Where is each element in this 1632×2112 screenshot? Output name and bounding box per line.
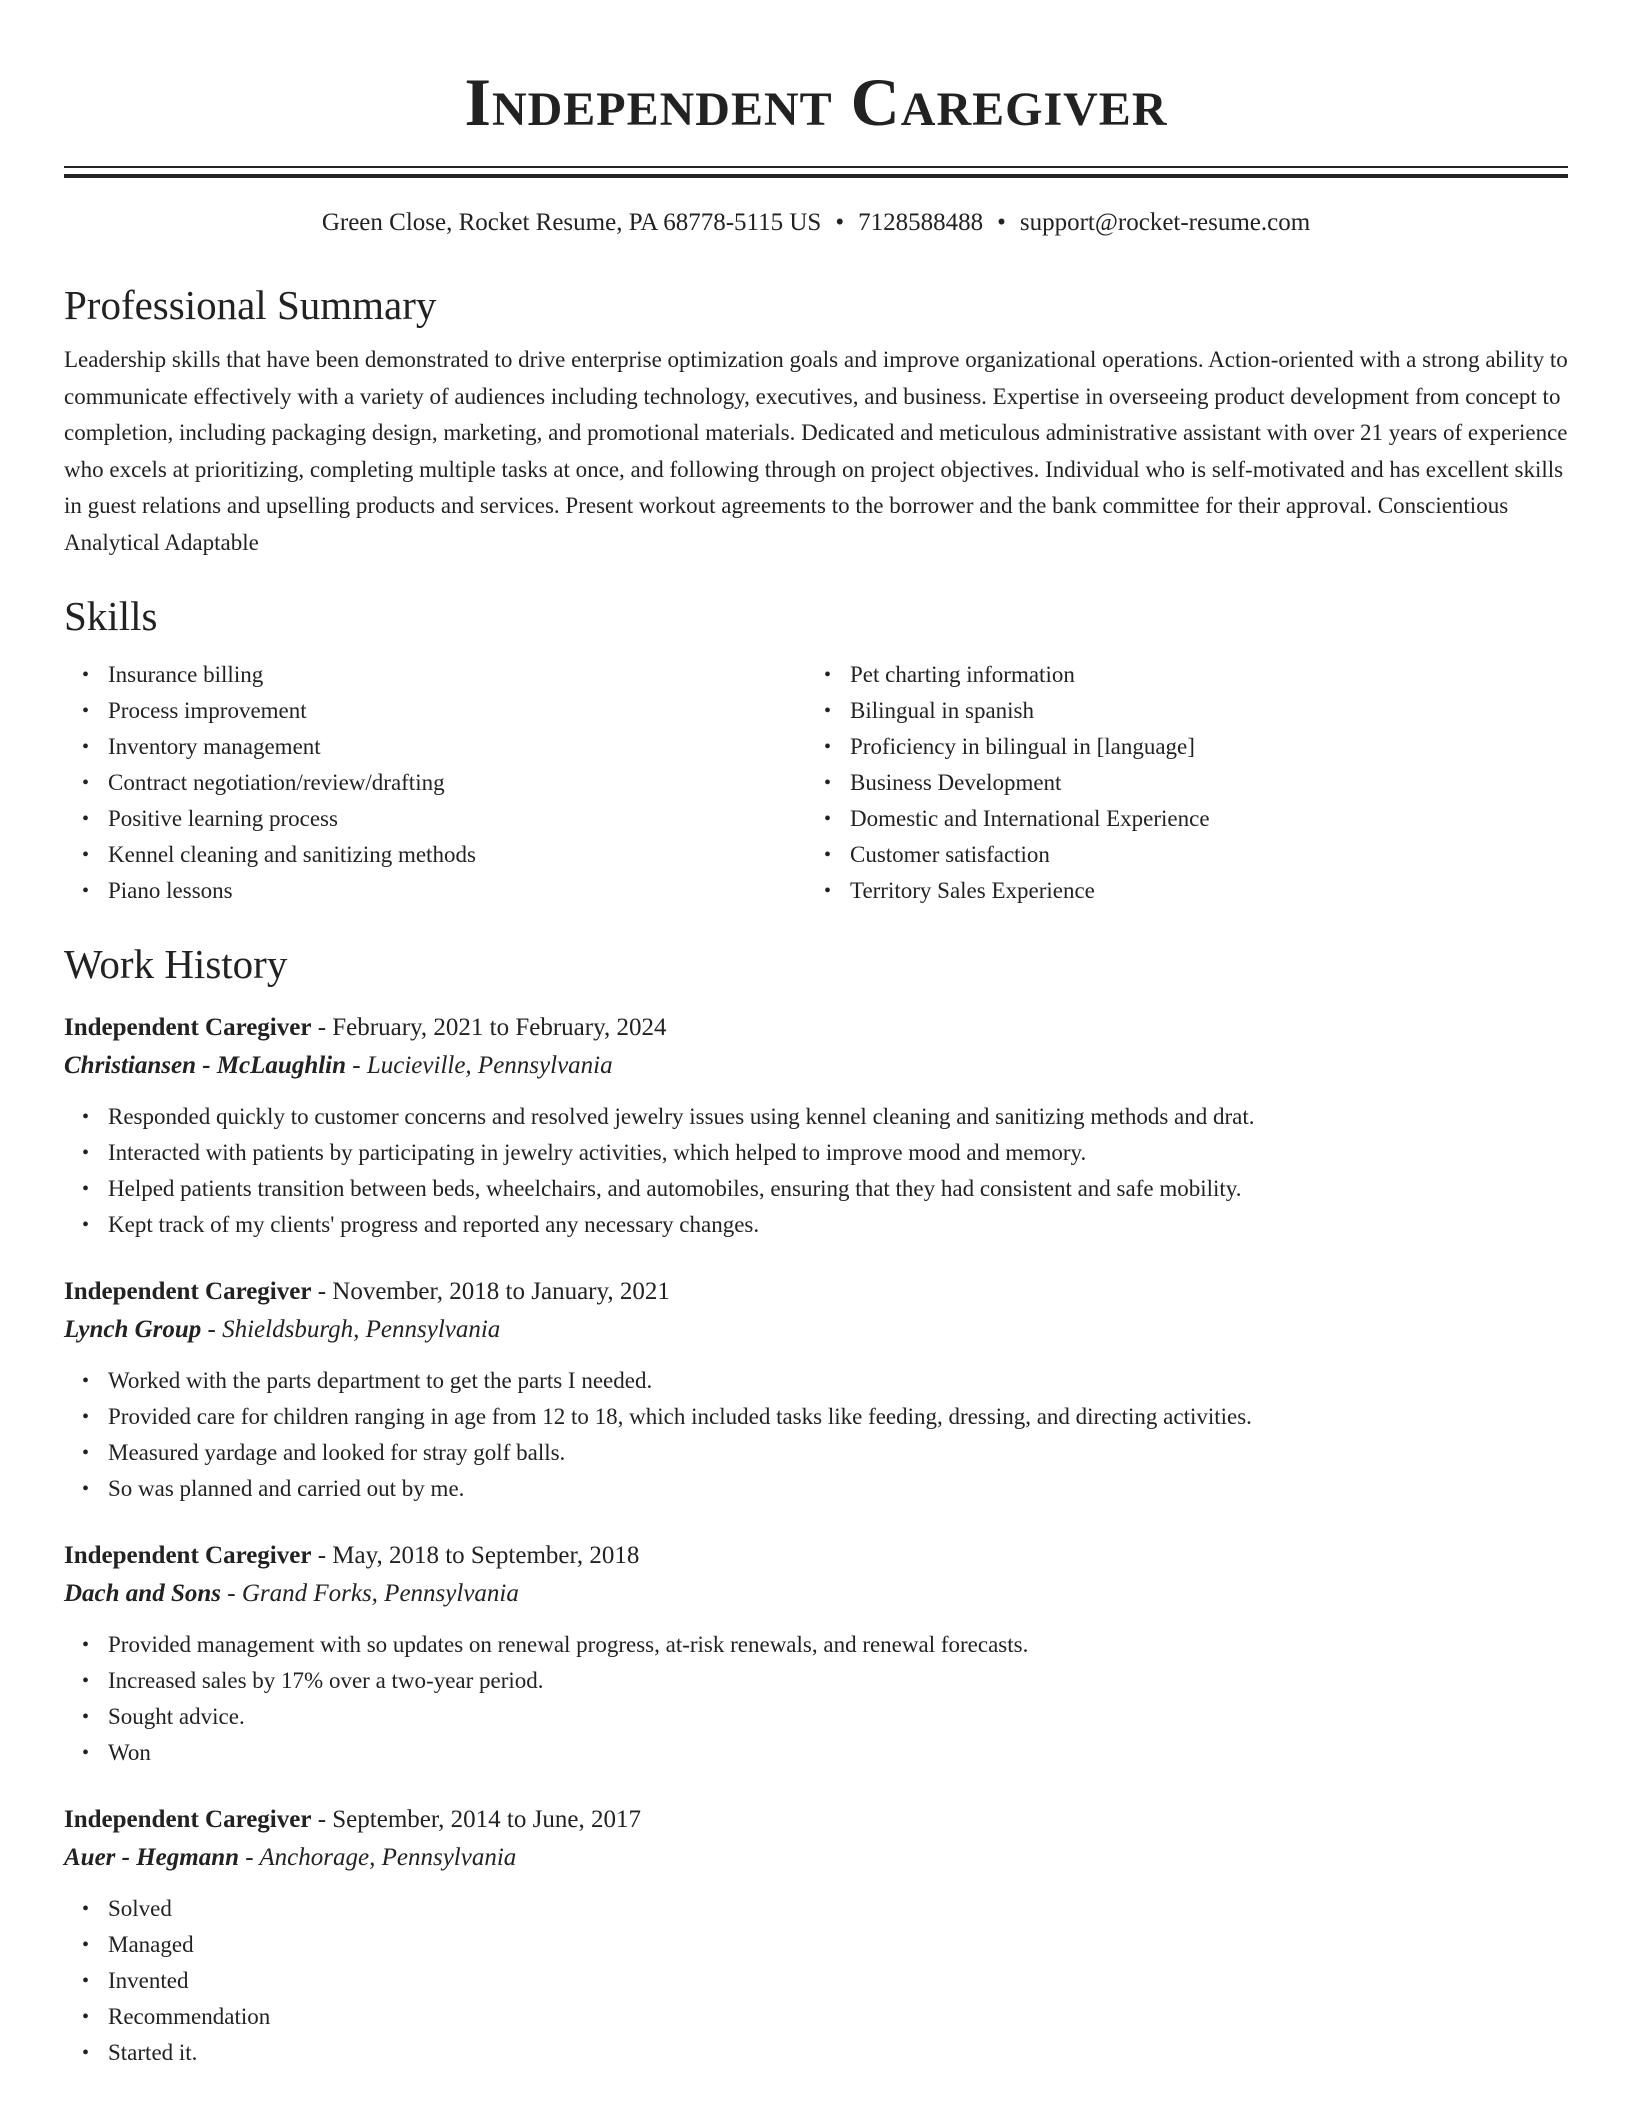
skill-item-text: Process improvement xyxy=(108,698,307,723)
job-dates: - November, 2018 to January, 2021 xyxy=(317,1278,670,1305)
job-bullet-text: Managed xyxy=(108,1932,194,1957)
job-bullet-text: Worked with the parts department to get the parts I needed. xyxy=(108,1368,653,1393)
skill-item-text: Business Development xyxy=(850,770,1062,795)
contact-separator: • xyxy=(997,209,1006,236)
job-location: - Lucieville, Pennsylvania xyxy=(352,1052,613,1079)
bullet-icon: • xyxy=(824,844,832,866)
bullet-icon: • xyxy=(82,2006,90,2028)
resume-name: Independent Caregiver xyxy=(464,64,1168,140)
job-title-line xyxy=(64,1273,1568,1311)
job-bullet xyxy=(82,1663,1568,1699)
skill-item xyxy=(82,693,806,729)
job-title-line xyxy=(64,1537,1568,1575)
job-bullet xyxy=(82,1963,1568,1999)
skill-item-text: Territory Sales Experience xyxy=(850,878,1095,903)
job-bullet xyxy=(82,1399,1568,1435)
job-bullet-text: Interacted with patients by participating in jewelry activities, which helped to improve mood and memory. xyxy=(108,1140,1087,1165)
contact-phone: 7128588488 xyxy=(858,209,984,236)
jobs-list xyxy=(64,1009,1568,2071)
skill-item xyxy=(824,837,1548,873)
bullet-icon: • xyxy=(82,844,90,866)
job-bullet-text: Provided management with so updates on renewal progress, at-risk renewals, and renewal forecasts. xyxy=(108,1632,1029,1657)
skill-item xyxy=(82,657,806,693)
bullet-icon: • xyxy=(82,1706,90,1728)
job-bullet xyxy=(82,1699,1568,1735)
job-title-line xyxy=(64,1009,1568,1047)
skill-item-text: Domestic and International Experience xyxy=(850,806,1210,831)
job-bullets xyxy=(64,1363,1568,1507)
job-entry xyxy=(64,1009,1568,1243)
job-bullet xyxy=(82,1135,1568,1171)
job-bullet-text: Won xyxy=(108,1740,151,1765)
job-bullet xyxy=(82,1363,1568,1399)
job-bullets xyxy=(64,1627,1568,1771)
bullet-icon: • xyxy=(82,1934,90,1956)
bullet-icon: • xyxy=(82,1178,90,1200)
header-divider-thin xyxy=(64,166,1568,168)
job-bullet xyxy=(82,1735,1568,1771)
job-bullets xyxy=(64,1891,1568,2071)
skill-item xyxy=(82,765,806,801)
job-bullet xyxy=(82,1171,1568,1207)
work-section xyxy=(64,939,1568,2071)
contact-line xyxy=(64,206,1568,240)
skill-item xyxy=(824,765,1548,801)
bullet-icon: • xyxy=(824,664,832,686)
job-bullet-text: Invented xyxy=(108,1968,189,1993)
job-entry xyxy=(64,1273,1568,1507)
job-bullet xyxy=(82,1927,1568,1963)
bullet-icon: • xyxy=(824,772,832,794)
job-company: Lynch Group xyxy=(64,1316,202,1343)
bullet-icon: • xyxy=(824,700,832,722)
job-company: Christiansen - McLaughlin xyxy=(64,1052,347,1079)
skill-item xyxy=(824,873,1548,909)
bullet-icon: • xyxy=(82,664,90,686)
skill-item xyxy=(824,801,1548,837)
skills-left-list xyxy=(64,657,806,909)
bullet-icon: • xyxy=(82,772,90,794)
job-location: - Shieldsburgh, Pennsylvania xyxy=(207,1316,501,1343)
job-bullet xyxy=(82,1999,1568,2035)
summary-text: Leadership skills that have been demonstrated to drive enterprise optimization goals and improve organizational operations. Action-oriented with a strong ability to communicate effectively with a variety of audiences including technology, executives, and business. Expertise in overseeing product development from concept to completion, including packaging design, marketing, and promotional materials. Dedicated and meticulous administrative assistant with over 21 years of experience who excels at prioritizing, completing multiple tasks at once, and following through on project objectives. Individual who is self-motivated and has excellent skills in guest relations and upselling products and services. Present workout agreements to the borrower and the bank committee for their approval. Conscientious Analytical Adaptable xyxy=(64,347,1568,555)
job-bullet-text: Responded quickly to customer concerns and resolved jewelry issues using kennel cleaning and sanitizing methods and drat. xyxy=(108,1104,1255,1129)
skill-item xyxy=(82,801,806,837)
skill-item-text: Kennel cleaning and sanitizing methods xyxy=(108,842,476,867)
skill-item-text: Contract negotiation/review/drafting xyxy=(108,770,445,795)
skills-section xyxy=(64,591,1568,909)
skill-item-text: Customer satisfaction xyxy=(850,842,1050,867)
skill-item-text: Bilingual in spanish xyxy=(850,698,1034,723)
job-bullet-text: So was planned and carried out by me. xyxy=(108,1476,465,1501)
job-company-line xyxy=(64,1575,1568,1613)
bullet-icon: • xyxy=(82,880,90,902)
bullet-icon: • xyxy=(82,1214,90,1236)
job-bullet xyxy=(82,2035,1568,2071)
skill-item xyxy=(82,729,806,765)
job-company-line xyxy=(64,1311,1568,1349)
job-bullet-text: Increased sales by 17% over a two-year period. xyxy=(108,1668,544,1693)
work-heading: Work History xyxy=(64,941,288,987)
job-bullet xyxy=(82,1207,1568,1243)
skill-item-text: Piano lessons xyxy=(108,878,233,903)
bullet-icon: • xyxy=(824,808,832,830)
skill-item-text: Pet charting information xyxy=(850,662,1075,687)
job-bullet-text: Kept track of my clients' progress and reported any necessary changes. xyxy=(108,1212,760,1237)
job-bullet-text: Sought advice. xyxy=(108,1704,245,1729)
job-bullet-text: Started it. xyxy=(108,2040,198,2065)
job-bullet-text: Recommendation xyxy=(108,2004,271,2029)
bullet-icon: • xyxy=(82,1898,90,1920)
skill-item xyxy=(824,693,1548,729)
job-dates: - February, 2021 to February, 2024 xyxy=(317,1014,667,1041)
job-bullets xyxy=(64,1099,1568,1243)
skills-heading: Skills xyxy=(64,593,158,639)
job-bullet-text: Solved xyxy=(108,1896,172,1921)
job-bullet xyxy=(82,1471,1568,1507)
header-divider-thick xyxy=(64,174,1568,178)
contact-email: support@rocket-resume.com xyxy=(1019,209,1311,236)
job-entry xyxy=(64,1801,1568,2071)
bullet-icon: • xyxy=(82,2042,90,2064)
job-entry xyxy=(64,1537,1568,1771)
bullet-icon: • xyxy=(82,1970,90,1992)
skill-item xyxy=(824,729,1548,765)
bullet-icon: • xyxy=(82,808,90,830)
job-bullet-text: Measured yardage and looked for stray golf balls. xyxy=(108,1440,566,1465)
skill-item-text: Inventory management xyxy=(108,734,321,759)
skill-item-text: Positive learning process xyxy=(108,806,338,831)
bullet-icon: • xyxy=(82,1142,90,1164)
job-company: Auer - Hegmann xyxy=(64,1844,240,1871)
bullet-icon: • xyxy=(82,1634,90,1656)
job-location: - Grand Forks, Pennsylvania xyxy=(227,1580,519,1607)
job-title: Independent Caregiver xyxy=(64,1806,312,1833)
job-dates: - September, 2014 to June, 2017 xyxy=(317,1806,641,1833)
bullet-icon: • xyxy=(82,736,90,758)
bullet-icon: • xyxy=(824,736,832,758)
skills-right-list xyxy=(806,657,1548,909)
summary-heading: Professional Summary xyxy=(64,282,437,328)
job-bullet xyxy=(82,1099,1568,1135)
contact-address: Green Close, Rocket Resume, PA 68778-5115 US xyxy=(321,209,822,236)
bullet-icon: • xyxy=(82,1670,90,1692)
job-bullet-text: Helped patients transition between beds, wheelchairs, and automobiles, ensuring that they had consistent and safe mobility. xyxy=(108,1176,1242,1201)
job-title: Independent Caregiver xyxy=(64,1278,312,1305)
job-bullet xyxy=(82,1435,1568,1471)
skill-item-text: Proficiency in bilingual in [language] xyxy=(850,734,1195,759)
job-company-line xyxy=(64,1047,1568,1085)
contact-separator: • xyxy=(835,209,845,236)
job-location: - Anchorage, Pennsylvania xyxy=(245,1844,517,1871)
summary-section xyxy=(64,280,1568,561)
bullet-icon: • xyxy=(82,1106,90,1128)
job-company: Dach and Sons xyxy=(64,1580,221,1607)
job-company-line xyxy=(64,1839,1568,1877)
bullet-icon: • xyxy=(824,880,832,902)
skill-item xyxy=(82,873,806,909)
bullet-icon: • xyxy=(82,1742,90,1764)
skills-columns xyxy=(64,657,1568,909)
job-bullet-text: Provided care for children ranging in age from 12 to 18, which included tasks like feeding, dressing, and directing activities. xyxy=(108,1404,1252,1429)
bullet-icon: • xyxy=(82,700,90,722)
skill-item xyxy=(824,657,1548,693)
bullet-icon: • xyxy=(82,1442,90,1464)
bullet-icon: • xyxy=(82,1406,90,1428)
bullet-icon: • xyxy=(82,1370,90,1392)
bullet-icon: • xyxy=(82,1478,90,1500)
job-dates: - May, 2018 to September, 2018 xyxy=(317,1542,640,1569)
skill-item xyxy=(82,837,806,873)
job-bullet xyxy=(82,1627,1568,1663)
job-title: Independent Caregiver xyxy=(64,1542,312,1569)
resume-page xyxy=(64,0,1568,2071)
job-title-line xyxy=(64,1801,1568,1839)
job-bullet xyxy=(82,1891,1568,1927)
job-title: Independent Caregiver xyxy=(64,1014,312,1041)
skill-item-text: Insurance billing xyxy=(108,662,264,687)
